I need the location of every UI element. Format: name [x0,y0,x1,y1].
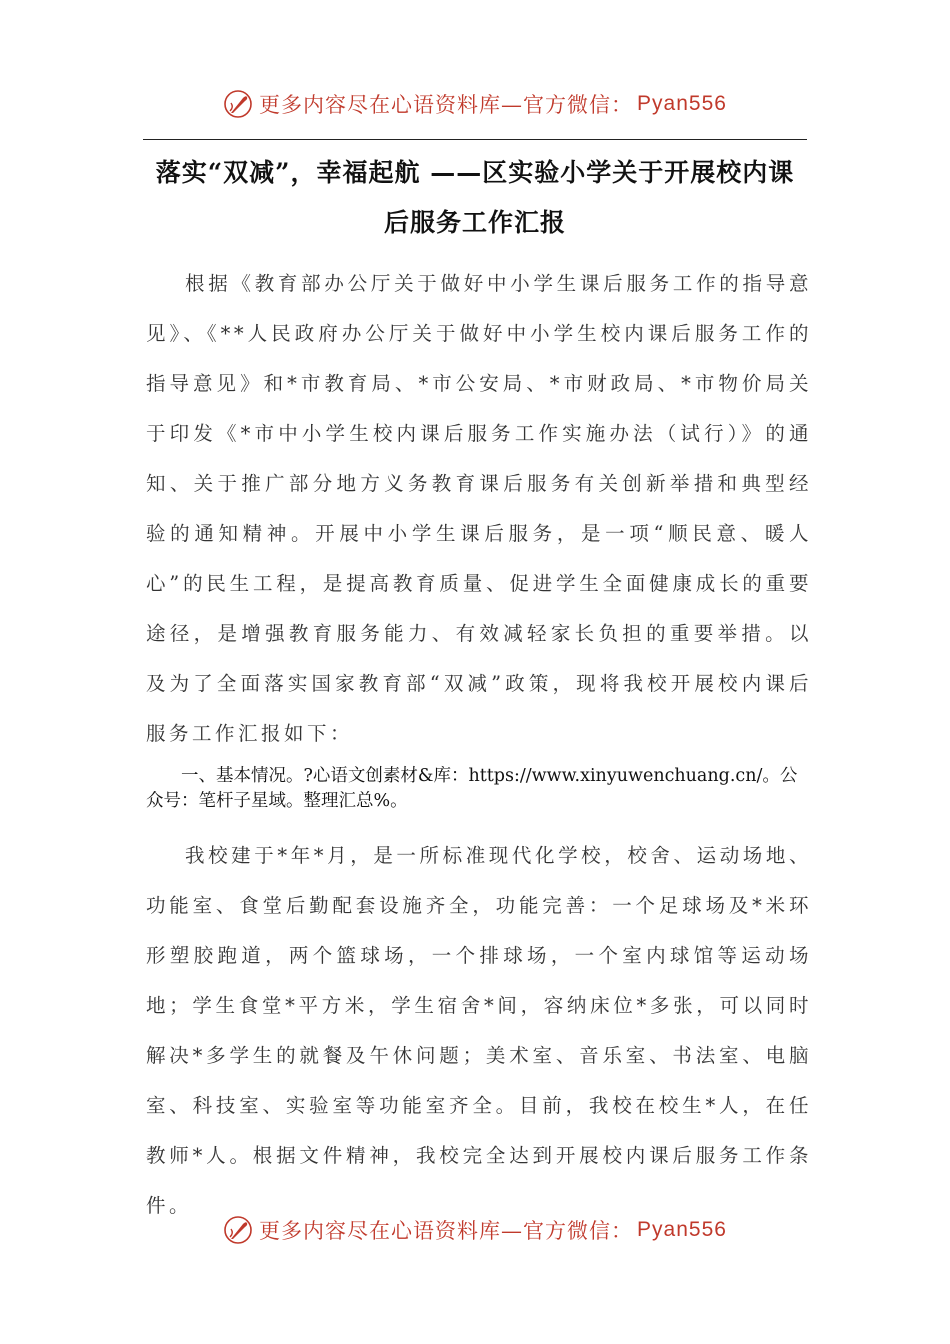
body-paragraph-school-info: 我校建于*年*月，是一所标准现代化学校，校舍、运动场地、功能室、食堂后勤配套设施齐全，功能完善：一个足球场及*米环形塑胶跑道，两个篮球场，一个排球场，一个室内球馆等运动场地；学生食堂*平方米，学生宿舍*间，容纳床位*多张，可以同时解决*多学生的就餐及午休问题；美术室、音乐室、书法室、电脑室、科技室、实验室等功能室齐全。目前，我校在校生*人，在任教师*人。根据文件精神，我校完全达到开展校内课后服务工作条件。 [146,844,812,1217]
watermark-text: 更多内容尽在心语资料库—官方微信： [259,1219,634,1243]
header-divider [143,139,807,140]
document-title: 落实“双减”，幸福起航 ——区实验小学关于开展校内课后服务工作汇报 [155,158,795,237]
section-heading-basic-info: 一、基本情况。?心语文创素材&库：https://www.xinyuwenchuang.cn/。公众号：笔杆子星域。整理汇总%。 [146,766,798,811]
quill-pen-logo-icon [223,1215,253,1245]
body-paragraph-intro: 根据《教育部办公厅关于做好中小学生课后服务工作的指导意见》、《**人民政府办公厅关于做好中小学生校内课后服务工作的指导意见》和*市教育局、*市公安局、*市财政局、*市物价局关于印发《*市中小学生校内课后服务工作实施办法（试行）》的通知、关于推广部分地方义务教育课后服务有关创新举措和典型经验的通知精神。开展中小学生课后服务，是一项“顺民意、暖人心”的民生工程，是提高教育质量、促进学生全面健康成长的重要途径，是增强教育服务能力、有效减轻家长负担的重要举措。以及为了全面落实国家教育部“双减”政策，现将我校开展校内课后服务工作汇报如下： [146,272,812,745]
watermark-handle: Pyan556 [637,1218,727,1241]
quill-pen-logo-icon [223,89,253,119]
watermark-text: 更多内容尽在心语资料库—官方微信： [259,93,634,117]
watermark-handle: Pyan556 [637,92,727,115]
header-watermark [0,84,950,124]
footer-watermark [0,1210,950,1250]
